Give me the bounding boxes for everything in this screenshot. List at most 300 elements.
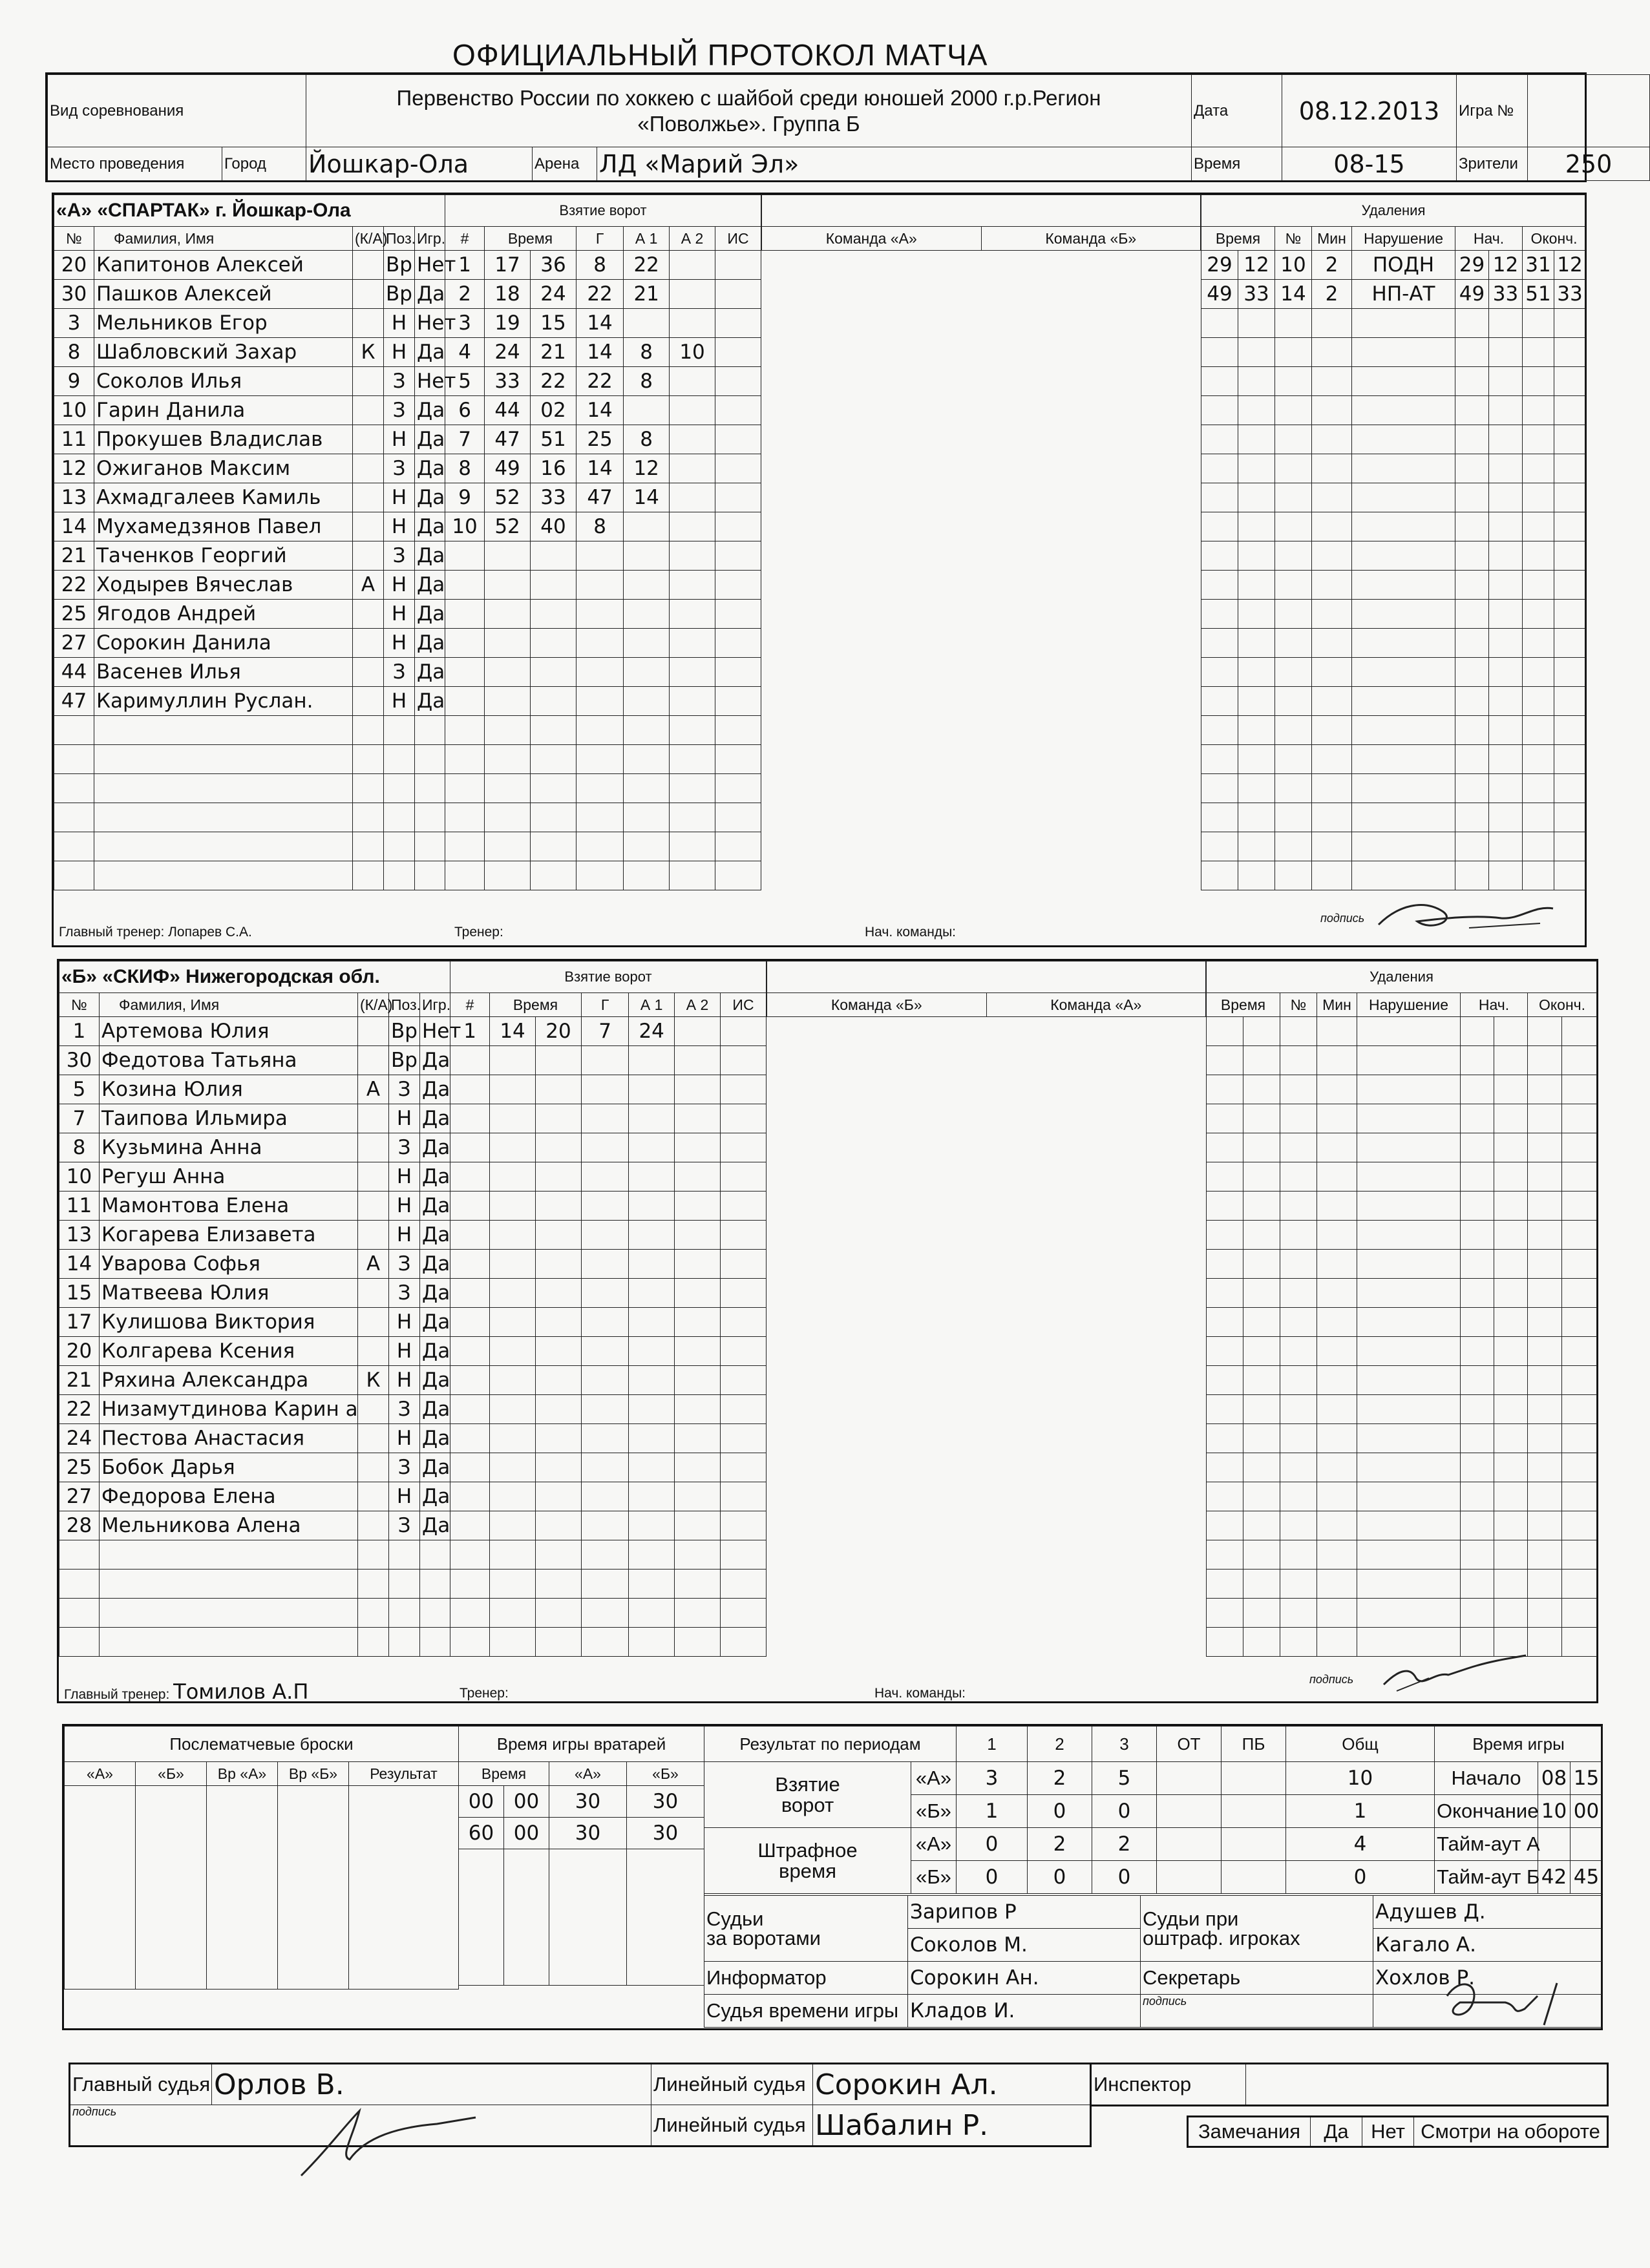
timekeeper-value: Кладов И. xyxy=(908,1995,1141,2028)
empty-cell xyxy=(1455,600,1489,629)
empty-cell xyxy=(1494,1599,1528,1628)
empty-cell xyxy=(1489,832,1523,861)
empty-cell xyxy=(1280,1395,1317,1424)
empty-cell xyxy=(1523,861,1554,890)
team-b-roster xyxy=(59,961,461,1657)
empty-cell xyxy=(415,803,445,832)
empty-cell xyxy=(1461,1017,1494,1046)
empty-cell xyxy=(1207,1482,1243,1511)
empty-cell xyxy=(1312,367,1352,396)
empty-cell xyxy=(1455,629,1489,658)
period-2: 0 xyxy=(1028,1861,1092,1894)
empty-cell xyxy=(490,1279,536,1308)
penalties-title: Удаления xyxy=(1201,195,1586,227)
empty-cell xyxy=(1312,338,1352,367)
player-name: Шабловский Захар xyxy=(94,338,353,367)
empty-cell xyxy=(1317,1017,1357,1046)
empty-cell xyxy=(536,1192,582,1221)
empty-cell xyxy=(629,1104,675,1133)
empty-cell xyxy=(536,1279,582,1308)
empty-cell xyxy=(54,861,94,890)
player-captain-mark xyxy=(358,1104,389,1133)
empty-cell xyxy=(536,1395,582,1424)
empty-cell xyxy=(1280,1599,1317,1628)
timeout-b-mm: 42 xyxy=(1538,1861,1571,1894)
penalty-minute: 29 xyxy=(1201,251,1238,280)
empty-cell xyxy=(715,832,761,861)
player-row xyxy=(59,1366,450,1395)
empty-cell xyxy=(1523,716,1554,745)
penalty-end-minute: 51 xyxy=(1523,280,1554,309)
city-value: Йошкар-Ола xyxy=(306,147,533,181)
empty-cell xyxy=(670,600,715,629)
empty-cell xyxy=(721,1599,767,1628)
penalty-row xyxy=(1207,1250,1597,1279)
empty-cell xyxy=(576,716,623,745)
empty-cell xyxy=(353,774,384,803)
empty-cell xyxy=(1523,309,1554,338)
gk-col-time: Время xyxy=(459,1762,549,1786)
col-name: Фамилия, Имя xyxy=(94,227,353,251)
period-ot xyxy=(1157,1795,1222,1828)
penalty-row xyxy=(1201,425,1586,454)
pim-label xyxy=(704,1828,911,1894)
penalty-row xyxy=(1201,832,1586,861)
empty-cell xyxy=(1201,454,1238,483)
empty-cell xyxy=(1280,1570,1317,1599)
empty-cell xyxy=(675,1162,721,1192)
empty-cell xyxy=(1554,571,1586,600)
penalty-row xyxy=(1207,1192,1597,1221)
player-row xyxy=(59,1104,450,1133)
pim_label-1: Штрафное xyxy=(757,1838,858,1862)
empty-cell xyxy=(1554,716,1586,745)
empty-cell xyxy=(721,1540,767,1570)
empty-cell xyxy=(536,1133,582,1162)
col-number: № xyxy=(59,993,100,1017)
time-label: Время xyxy=(1192,147,1282,181)
player-row xyxy=(54,396,445,425)
penalty-row xyxy=(1201,309,1586,338)
empty-cell xyxy=(1494,1250,1528,1279)
player-played: Да xyxy=(415,483,445,512)
player-number: 8 xyxy=(59,1133,100,1162)
empty-cell xyxy=(1461,1104,1494,1133)
empty-cell xyxy=(1489,541,1523,571)
goal-row xyxy=(445,512,761,541)
empty-cell xyxy=(450,1570,490,1599)
player-number: 13 xyxy=(54,483,94,512)
empty-cell xyxy=(1528,1395,1562,1424)
player-number: 11 xyxy=(59,1192,100,1221)
empty-cell xyxy=(1243,1482,1280,1511)
empty-cell xyxy=(450,1424,490,1453)
empty-cell xyxy=(1494,1395,1528,1424)
empty-cell xyxy=(1562,1337,1597,1366)
goal-assist-1: 22 xyxy=(624,251,670,280)
period-row xyxy=(704,1828,1435,1861)
goal-row xyxy=(445,658,761,687)
player-row xyxy=(54,571,445,600)
empty-cell xyxy=(490,1337,536,1366)
goal-minute: 33 xyxy=(485,367,531,396)
player-name: Ходырев Вячеслав xyxy=(94,571,353,600)
team-b-title: «Б» «СКИФ» Нижегородская обл. xyxy=(59,961,450,993)
penalty-row xyxy=(1207,1511,1597,1540)
player-number: 22 xyxy=(54,571,94,600)
empty-cell xyxy=(1461,1570,1494,1599)
player-position: Н xyxy=(384,483,415,512)
empty-cell xyxy=(1562,1308,1597,1337)
empty-cell xyxy=(1201,716,1238,745)
empty-cell xyxy=(1357,1308,1461,1337)
empty-cell xyxy=(1207,1424,1243,1453)
empty-cell xyxy=(490,1395,536,1424)
goal-assist-2 xyxy=(670,483,715,512)
empty-cell xyxy=(1207,1570,1243,1599)
header-table xyxy=(47,74,1650,181)
player-played: Да xyxy=(420,1424,450,1453)
player-position: Н xyxy=(389,1482,420,1511)
penalty-minute: 49 xyxy=(1201,280,1238,309)
goal-index: 10 xyxy=(445,512,485,541)
player-played: Да xyxy=(415,687,445,716)
player-captain-mark xyxy=(358,1017,389,1046)
empty-cell xyxy=(1243,1599,1280,1628)
player-position: З xyxy=(389,1133,420,1162)
empty-cell xyxy=(54,832,94,861)
empty-cell xyxy=(576,571,623,600)
empty-cell xyxy=(1312,745,1352,774)
goal-assist-2 xyxy=(670,367,715,396)
end-label: Окончание xyxy=(1435,1795,1538,1828)
player-captain-mark xyxy=(358,1046,389,1075)
periods-title: Результат по периодам xyxy=(704,1727,957,1762)
gk-minute: 00 xyxy=(459,1786,504,1818)
empty-cell xyxy=(1523,454,1554,483)
empty-cell xyxy=(1280,1308,1317,1337)
period-team: «А» xyxy=(911,1762,957,1795)
player-name: Регуш Анна xyxy=(100,1162,358,1192)
empty-cell xyxy=(1280,1453,1317,1482)
empty-cell xyxy=(1357,1279,1461,1308)
empty-cell xyxy=(1461,1192,1494,1221)
empty-cell xyxy=(1243,1279,1280,1308)
empty-cell xyxy=(384,803,415,832)
empty-cell xyxy=(721,1075,767,1104)
player-captain-mark xyxy=(358,1162,389,1192)
goal-assist-2: 10 xyxy=(670,338,715,367)
player-played: Да xyxy=(415,512,445,541)
penalty-row xyxy=(1201,280,1586,309)
empty-cell xyxy=(1243,1104,1280,1133)
col-ka: (К/А) xyxy=(353,227,384,251)
header-block xyxy=(45,72,1613,182)
empty-cell xyxy=(1317,1366,1357,1395)
empty-cell xyxy=(1201,803,1238,832)
empty-cell xyxy=(1562,1162,1597,1192)
empty-cell xyxy=(581,1540,628,1570)
penalty-row xyxy=(1207,1570,1597,1599)
pen-col-end: Оконч. xyxy=(1523,227,1586,251)
empty-cell xyxy=(675,1337,721,1366)
player-name: Бобок Дарья xyxy=(100,1453,358,1482)
player-row xyxy=(59,1308,450,1337)
empty-cell xyxy=(1455,687,1489,716)
empty-cell xyxy=(721,1162,767,1192)
player-played: Да xyxy=(420,1104,450,1133)
team-a-roster xyxy=(54,194,456,890)
empty-cell xyxy=(675,1453,721,1482)
penalty-row xyxy=(1201,251,1586,280)
empty-cell xyxy=(1562,1424,1597,1453)
goal-row xyxy=(445,571,761,600)
goal-scorer: 47 xyxy=(576,483,623,512)
empty-cell xyxy=(100,1540,358,1570)
gk-col-a: «А» xyxy=(549,1762,627,1786)
empty-cell xyxy=(353,745,384,774)
empty-cell xyxy=(581,1337,628,1366)
player-name: Капитонов Алексей xyxy=(94,251,353,280)
empty-cell xyxy=(59,1599,100,1628)
empty-cell xyxy=(531,803,576,832)
empty-cell xyxy=(576,658,623,687)
pen-col-start: Нач. xyxy=(1455,227,1523,251)
shootout-header xyxy=(65,1762,459,1786)
pen-col-min: Мин xyxy=(1317,993,1357,1017)
penalty-row xyxy=(1207,1424,1597,1453)
empty-cell xyxy=(675,1424,721,1453)
empty-cell xyxy=(1201,425,1238,454)
empty-cell xyxy=(1357,1337,1461,1366)
empty-cell xyxy=(1461,1366,1494,1395)
goal-minute: 52 xyxy=(485,483,531,512)
empty-cell xyxy=(721,1424,767,1453)
empty-cell xyxy=(94,774,353,803)
goal-row xyxy=(450,1046,767,1075)
team-b-signature-label: подпись xyxy=(1309,1673,1354,1686)
player-number: 27 xyxy=(59,1482,100,1511)
goal-row xyxy=(445,774,761,803)
empty-cell xyxy=(1357,1395,1461,1424)
empty-cell xyxy=(675,1511,721,1540)
empty-cell xyxy=(1243,1017,1280,1046)
goal-index: 1 xyxy=(450,1017,490,1046)
shootout-col-0: «А» xyxy=(65,1762,136,1786)
empty-cell xyxy=(1201,396,1238,425)
empty-cell xyxy=(450,1133,490,1162)
empty-cell xyxy=(1280,1192,1317,1221)
goal-judges-label-2: за воротами xyxy=(706,1926,821,1949)
player-position: Вр xyxy=(389,1046,420,1075)
penalty-second: 33 xyxy=(1238,280,1275,309)
empty-cell xyxy=(1455,745,1489,774)
penalty-violation: ПОДН xyxy=(1352,251,1455,280)
empty-cell xyxy=(1357,1162,1461,1192)
penalty-row xyxy=(1201,541,1586,571)
empty-cell xyxy=(536,1250,582,1279)
player-name: Васенев Илья xyxy=(94,658,353,687)
empty-cell xyxy=(1238,367,1275,396)
empty-cell xyxy=(675,1308,721,1337)
empty-cell xyxy=(1317,1221,1357,1250)
player-number: 20 xyxy=(59,1337,100,1366)
goal-row xyxy=(450,1599,767,1628)
empty-cell xyxy=(1243,1395,1280,1424)
player-number: 11 xyxy=(54,425,94,454)
empty-cell xyxy=(536,1221,582,1250)
player-row xyxy=(59,1250,450,1279)
empty-cell xyxy=(1455,541,1489,571)
empty-cell xyxy=(536,1104,582,1133)
empty-cell xyxy=(1280,1366,1317,1395)
empty-cell xyxy=(1528,1511,1562,1540)
empty-cell xyxy=(581,1424,628,1453)
empty-cell xyxy=(1201,367,1238,396)
empty-cell xyxy=(384,745,415,774)
goal-row xyxy=(445,803,761,832)
goal-judges-label-1: Судьи xyxy=(706,1907,764,1930)
period-1: 0 xyxy=(957,1861,1028,1894)
player-name: Мельникова Алена xyxy=(100,1511,358,1540)
player-name: Ахмадгалеев Камиль xyxy=(94,483,353,512)
goal-row xyxy=(450,1162,767,1192)
end-mm: 10 xyxy=(1538,1795,1571,1828)
empty-cell xyxy=(1357,1540,1461,1570)
empty-cell xyxy=(490,1599,536,1628)
goal-row xyxy=(445,861,761,890)
empty-cell xyxy=(629,1366,675,1395)
empty-cell xyxy=(1312,541,1352,571)
penalty-row xyxy=(1201,396,1586,425)
empty-cell xyxy=(1455,774,1489,803)
penalty-row xyxy=(1201,745,1586,774)
empty-cell xyxy=(1489,571,1523,600)
remarks-yes[interactable]: Да xyxy=(1311,2117,1362,2147)
empty-cell xyxy=(1562,1366,1597,1395)
empty-cell xyxy=(1275,367,1312,396)
empty-cell xyxy=(1489,338,1523,367)
goal-judges-label xyxy=(704,1896,908,1962)
empty-cell xyxy=(1461,1279,1494,1308)
empty-cell xyxy=(1455,658,1489,687)
empty-cell xyxy=(1352,571,1455,600)
empty-cell xyxy=(353,716,384,745)
penalty-judges-label xyxy=(1141,1896,1373,1962)
player-position: Н xyxy=(384,600,415,629)
goal-minute: 49 xyxy=(485,454,531,483)
team-b-penalties xyxy=(1206,961,1597,1657)
player-position: Вр xyxy=(384,251,415,280)
empty-cell xyxy=(1554,803,1586,832)
goal-second: 36 xyxy=(531,251,576,280)
empty-cell xyxy=(1317,1628,1357,1657)
player-row xyxy=(59,1017,450,1046)
empty-cell xyxy=(1528,1162,1562,1192)
empty-cell xyxy=(1352,716,1455,745)
penalty-row xyxy=(1207,1453,1597,1482)
empty-cell xyxy=(1494,1570,1528,1599)
pen-col-violation: Нарушение xyxy=(1352,227,1455,251)
pen-col-time: Время xyxy=(1201,227,1275,251)
empty-cell xyxy=(624,541,670,571)
empty-cell xyxy=(1317,1337,1357,1366)
empty-cell xyxy=(715,745,761,774)
player-position: Н xyxy=(384,571,415,600)
player-position: Н xyxy=(389,1221,420,1250)
team-a-shootout-table xyxy=(761,194,1201,251)
empty-cell xyxy=(54,716,94,745)
empty-cell xyxy=(450,1453,490,1482)
player-position: З xyxy=(389,1395,420,1424)
goal-assist-2 xyxy=(670,396,715,425)
goal-row xyxy=(445,541,761,571)
player-played: Да xyxy=(415,338,445,367)
empty-cell xyxy=(1317,1279,1357,1308)
empty-cell xyxy=(1280,1628,1317,1657)
player-position: З xyxy=(389,1511,420,1540)
empty-cell xyxy=(1207,1337,1243,1366)
empty-cell xyxy=(629,1133,675,1162)
penalty-row xyxy=(1201,571,1586,600)
player-played: Нет xyxy=(415,309,445,338)
empty-cell xyxy=(721,1104,767,1133)
team-b-goals-body xyxy=(450,1017,767,1657)
empty-cell xyxy=(531,832,576,861)
empty-cell xyxy=(581,1075,628,1104)
goal-row xyxy=(445,280,761,309)
officials-signature-label: подпись xyxy=(1141,1995,1373,2028)
player-captain-mark xyxy=(353,454,384,483)
player-row xyxy=(54,483,445,512)
empty-cell xyxy=(670,861,715,890)
empty-cell xyxy=(721,1192,767,1221)
empty-cell xyxy=(1489,512,1523,541)
pen-col-no: № xyxy=(1275,227,1312,251)
player-row xyxy=(54,512,445,541)
competition-line-1: Первенство России по хоккею с шайбой среди юношей 2000 г.р.Регион xyxy=(396,85,1101,110)
goal-second: 20 xyxy=(536,1017,582,1046)
player-captain-mark xyxy=(358,1511,389,1540)
player-played: Да xyxy=(420,1453,450,1482)
penalty-row xyxy=(1207,1075,1597,1104)
player-number: 10 xyxy=(54,396,94,425)
empty-cell xyxy=(1461,1308,1494,1337)
empty-cell xyxy=(1461,1395,1494,1424)
empty-cell xyxy=(1494,1192,1528,1221)
empty-cell xyxy=(1243,1221,1280,1250)
player-number: 15 xyxy=(59,1279,100,1308)
empty-cell xyxy=(1275,774,1312,803)
empty-cell xyxy=(1455,512,1489,541)
empty-cell xyxy=(675,1221,721,1250)
empty-cell xyxy=(1554,600,1586,629)
period-pb xyxy=(1222,1762,1286,1795)
empty-cell xyxy=(1523,687,1554,716)
empty-cell xyxy=(94,745,353,774)
remarks-no[interactable]: Нет xyxy=(1362,2117,1414,2147)
empty-cell xyxy=(1312,658,1352,687)
empty-cell xyxy=(1523,774,1554,803)
col-position: Поз. xyxy=(384,227,415,251)
empty-cell xyxy=(490,1511,536,1540)
player-name: Ягодов Андрей xyxy=(94,600,353,629)
empty-cell xyxy=(536,1511,582,1540)
empty-cell xyxy=(1562,1017,1597,1046)
empty-cell xyxy=(1201,687,1238,716)
team-b-head-coach-name: Томилов А.П xyxy=(173,1679,309,1704)
empty-cell xyxy=(1280,1250,1317,1279)
